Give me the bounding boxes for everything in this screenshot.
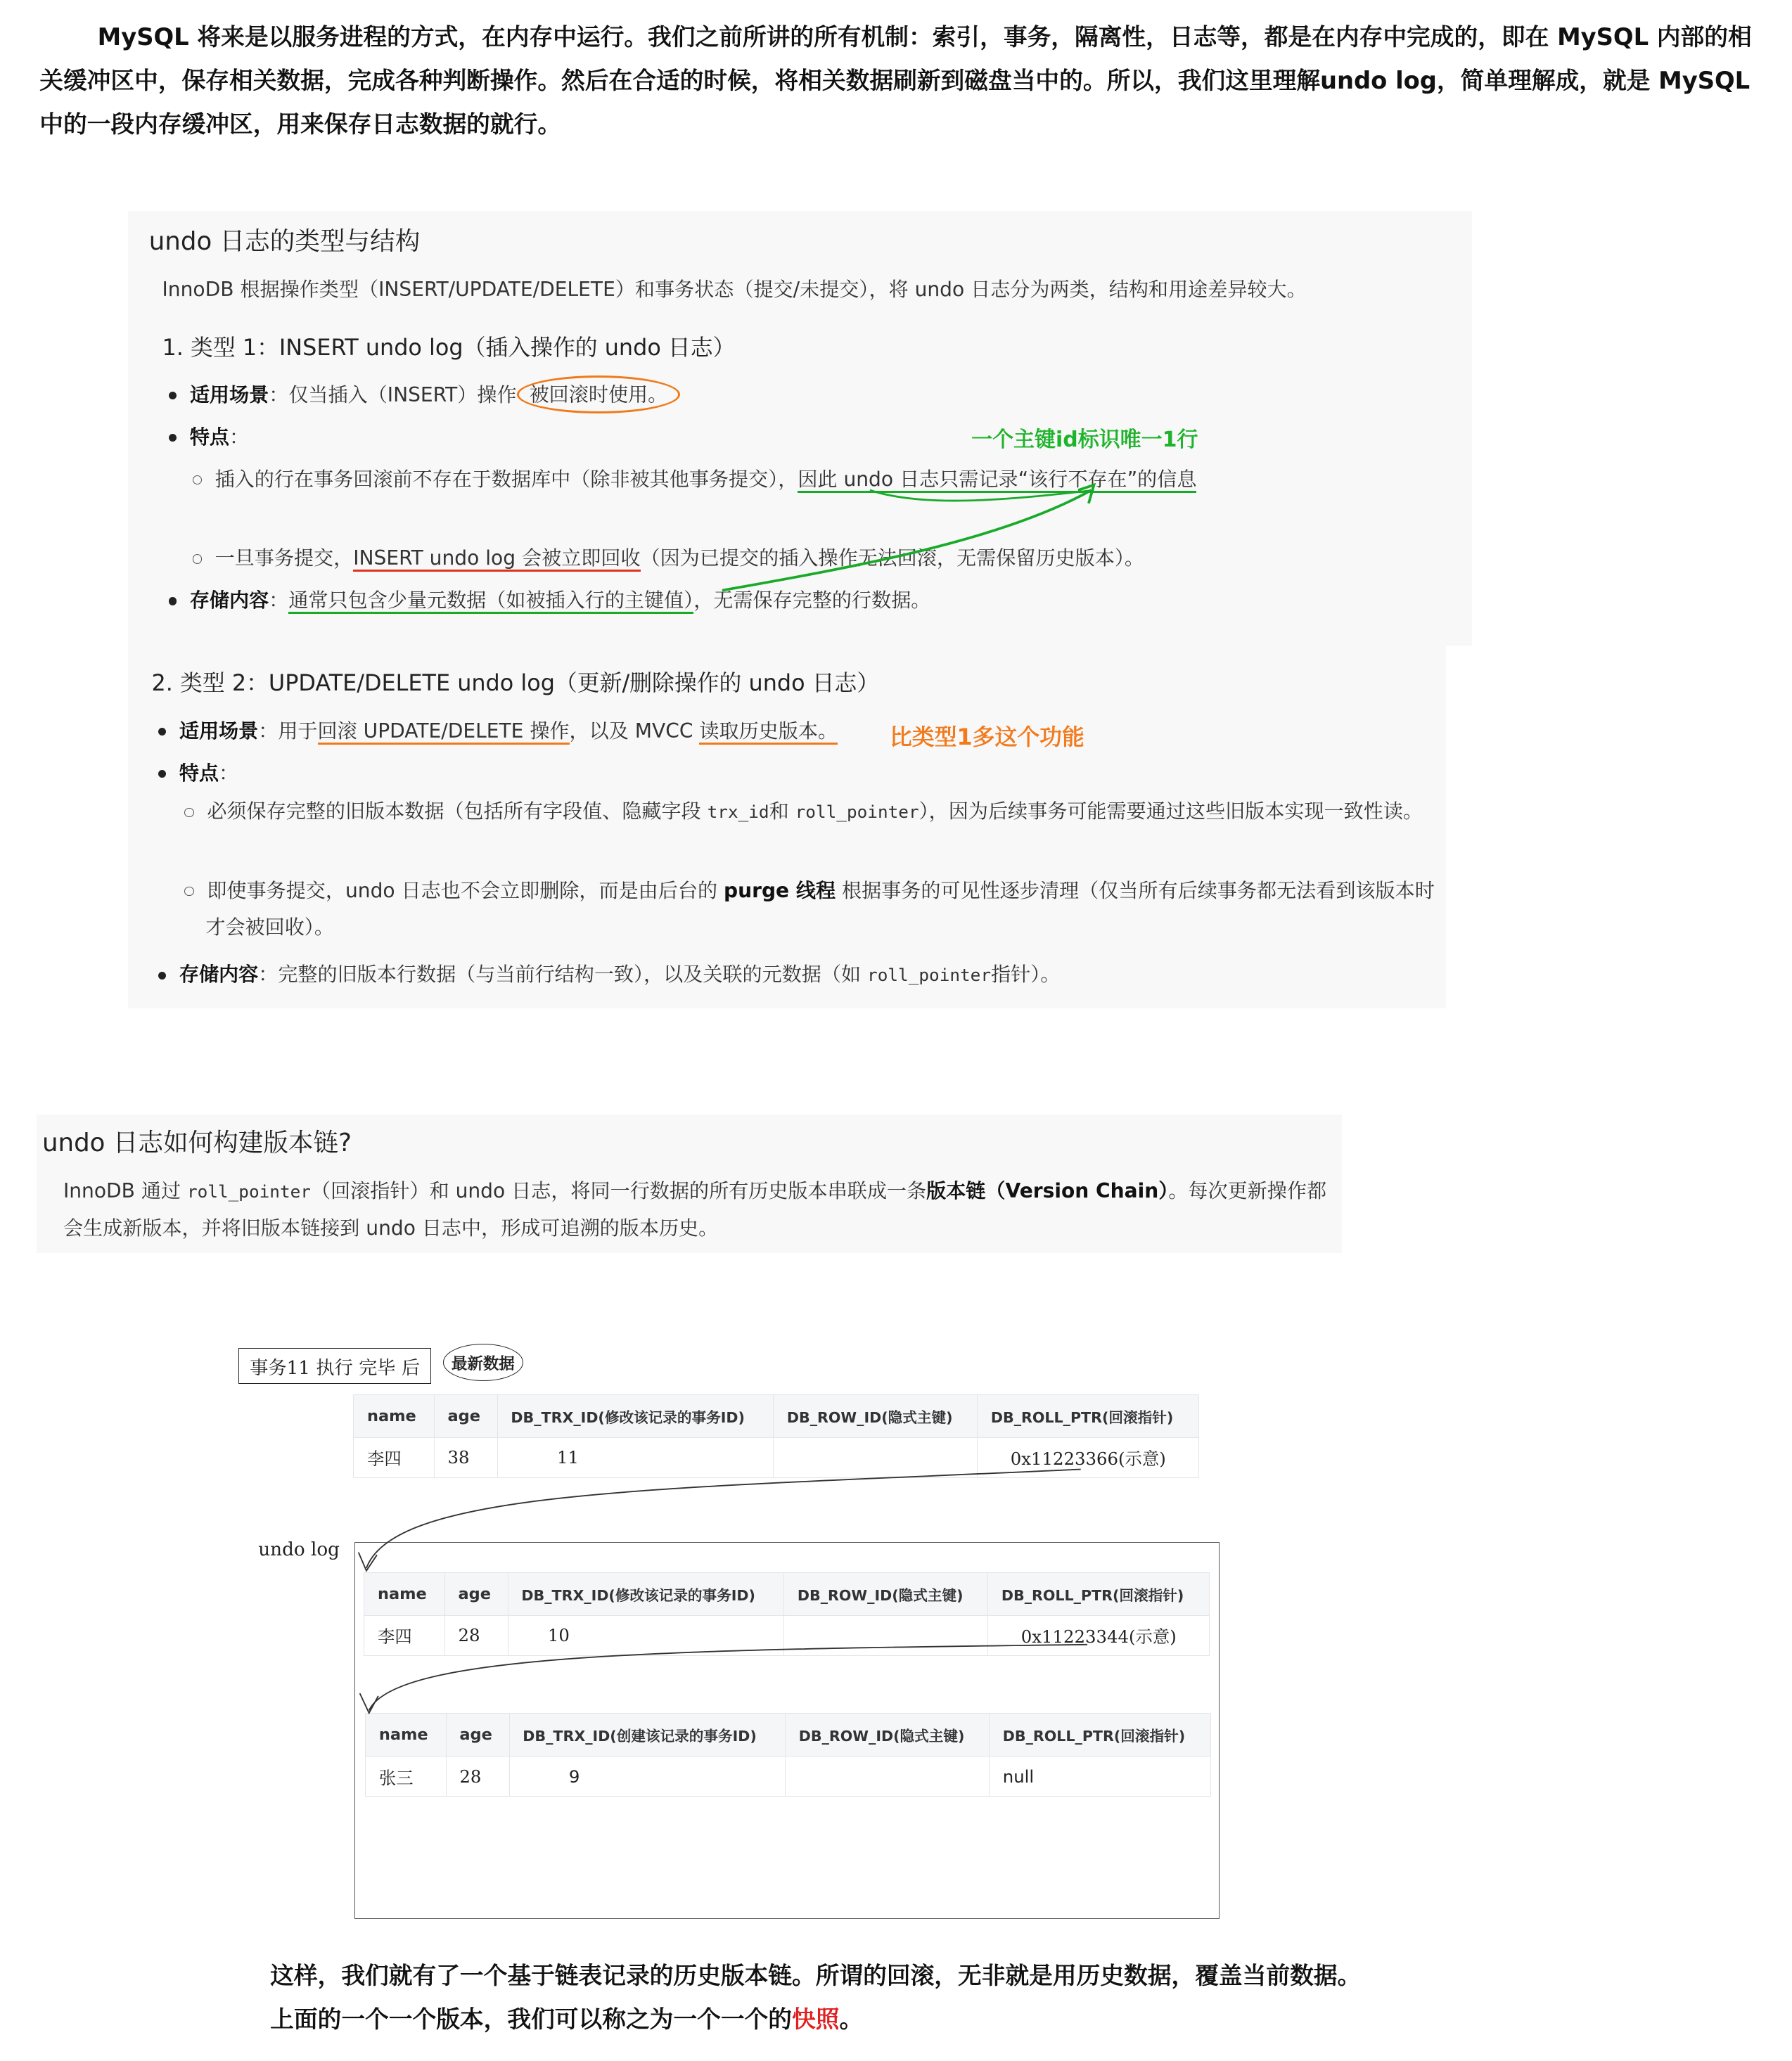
type1-storage: 存储内容：通常只包含少量元数据（如被插入行的主键值），无需保存完整的行数据。 — [169, 585, 931, 613]
latest-data-circle: 最新数据 — [443, 1344, 523, 1381]
undo-version-table-1: name age DB_TRX_ID(修改该记录的事务ID) DB_ROW_ID(隐式主键) DB_ROLL_PTR(回滚指针) 李四 28 10 0x11223344(示意) — [364, 1572, 1210, 1656]
conclusion: 这样，我们就有了一个基于链表记录的历史版本链。所谓的回滚，无非就是用历史数据，覆盖当前数据。 上面的一个一个版本，我们可以称之为一个一个的快照。 — [270, 1962, 1362, 2033]
transaction-label-box: 事务11 执行 完毕 后 — [238, 1348, 431, 1384]
annotation-green: 一个主键id标识唯一1行 — [971, 427, 1198, 452]
type2-feature-2: 即使事务提交，undo 日志也不会立即删除，而是由后台的 purge 线程 根据事务的可见性逐步清理（仅当所有后续事务都无法看到该版本时才会被回收）。 — [184, 873, 1445, 946]
section-desc: InnoDB 根据操作类型（INSERT/UPDATE/DELETE）和事务状态（提交/未提交），将 undo 日志分为两类，结构和用途差异较大。 — [162, 277, 1307, 301]
annotation-orange: 比类型1多这个功能 — [889, 724, 1084, 751]
table-row: 李四 28 10 0x11223344(示意) — [364, 1615, 1210, 1655]
section-title: undo 日志的类型与结构 — [148, 226, 421, 256]
type2-storage: 存储内容：完整的旧版本行数据（与当前行结构一致），以及关联的元数据（如 roll_pointer指针）。 — [158, 959, 1060, 987]
table-row: 张三 28 9 null — [366, 1757, 1211, 1797]
type2-features: 特点： — [158, 758, 238, 786]
intro-paragraph: MySQL 将来是以服务进程的方式，在内存中运行。我们之前所讲的所有机制：索引，事务，隔离性，日志等，都是在内存中完成的，即在 MySQL 内部的相关缓冲区中，保存相关数据，完成各种判断操作。然后在合适的时候，将相关数据刷新到磁盘当中的。所以，我们这里理解undo log，简单理解成，就是 MySQL 中的一段内存缓冲区，用来保存日志数据的就行。 — [39, 23, 1752, 139]
type2-scene: 适用场景：用于回滚 UPDATE/DELETE 操作，以及 MVCC 读取历史版本。 — [158, 716, 838, 744]
type1-feature-1: 插入的行在事务回滚前不存在于数据库中（除非被其他事务提交），因此 undo 日志只需记录“该行不存在”的信息 — [193, 464, 1197, 492]
type1-feature-2: 一旦事务提交，INSERT undo log 会被立即回收（因为已提交的插入操作无法回滚，无需保留历史版本）。 — [193, 543, 1144, 571]
type1-heading: 1. 类型 1：INSERT undo log（插入操作的 undo 日志） — [162, 333, 736, 361]
current-version-table: name age DB_TRX_ID(修改该记录的事务ID) DB_ROW_ID(隐式主键) DB_ROLL_PTR(回滚指针) 李四 38 11 0x11223366(示意) — [353, 1394, 1199, 1478]
version-chain-desc: InnoDB 通过 roll_pointer（回滚指针）和 undo 日志，将同一行数据的所有历史版本串联成一条版本链（Version Chain）。每次更新操作都会生成新版本，并将旧版本链接到 undo 日志中，形成可追溯的版本历史。 — [63, 1179, 1327, 1240]
type1-scene: 适用场景：仅当插入（INSERT）操作 被回滚时使用。 — [169, 380, 680, 408]
table-row: 李四 38 11 0x11223366(示意) — [354, 1437, 1199, 1477]
undo-log-label: undo log — [258, 1539, 340, 1560]
type1-features: 特点： — [169, 422, 249, 450]
type2-heading: 2. 类型 2：UPDATE/DELETE undo log（更新/删除操作的 undo 日志） — [151, 669, 880, 697]
type2-feature-1: 必须保存完整的旧版本数据（包括所有字段值、隐藏字段 trx_id和 roll_pointer），因为后续事务可能需要通过这些旧版本实现一致性读。 — [184, 793, 1445, 830]
undo-version-table-2: name age DB_TRX_ID(创建该记录的事务ID) DB_ROW_ID(隐式主键) DB_ROLL_PTR(回滚指针) 张三 28 9 null — [365, 1713, 1211, 1797]
section-title-2: undo 日志如何构建版本链? — [41, 1128, 352, 1157]
